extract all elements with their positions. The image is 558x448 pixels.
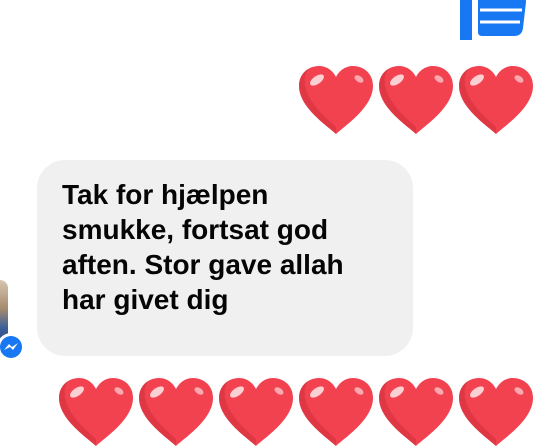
messenger-badge-icon	[0, 333, 25, 361]
thumbs-up-icon	[460, 0, 526, 40]
heart-emoji-icon	[56, 376, 136, 448]
heart-emoji-icon	[296, 64, 376, 136]
heart-emoji-icon	[376, 376, 456, 448]
message-text-line: Tak for hjælpen	[62, 179, 269, 210]
heart-emoji-icon	[296, 376, 376, 448]
heart-emoji-icon	[136, 376, 216, 448]
received-message-bubble[interactable]	[37, 160, 413, 356]
heart-emoji-icon	[216, 376, 296, 448]
message-text-line: aften. Stor gave allah	[62, 249, 344, 280]
heart-emoji-icon	[456, 376, 536, 448]
heart-emoji-icon	[376, 64, 456, 136]
message-text-line: smukke, fortsat god	[62, 214, 329, 245]
heart-emoji-icon	[456, 64, 536, 136]
message-text-line: har givet dig	[62, 284, 229, 315]
